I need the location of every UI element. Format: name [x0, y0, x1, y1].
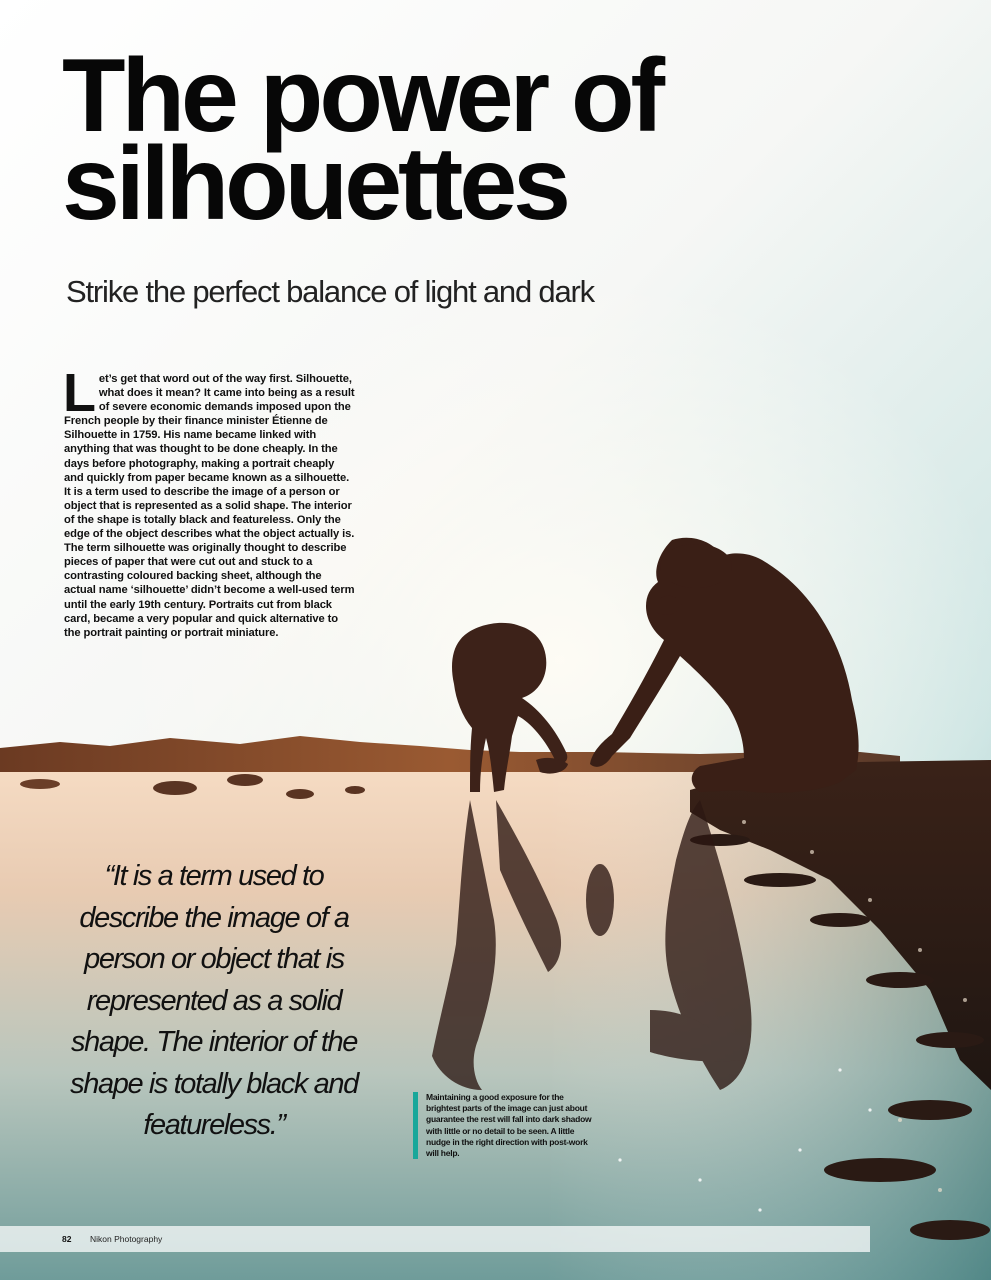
- article-subtitle: Strike the perfect balance of light and dark: [66, 274, 594, 309]
- drop-cap: L: [63, 363, 96, 423]
- article-body-text: et’s get that word out of the way first. Silhouette, what does it mean? It came into being as a result of severe economic demands imposed upon the French people by their finance minister Étienne de Silhouette in 1759. His name became linked with anything that was thought to be done cheaply. In the days before photography, making a portrait cheaply and quickly from paper became known as a silhouette. It is a term used to describe the image of a person or object that is represented as a solid shape. The interior of the shape is totally black and featureless. Only the edge of the object describes what the object actually is. The term silhouette was originally thought to describe pieces of paper that were cut out and stuck to a contrasting coloured backing sheet, although the actual name ‘silhouette’ didn’t become a well-used term until the early 19th century. Portraits cut from black card, became a very popular and quick alternative to the portrait painting or portrait miniature.: [64, 373, 355, 639]
- article-body: [63, 363, 356, 640]
- image-caption: [413, 1092, 596, 1159]
- article-title: The power of silhouettes: [62, 38, 662, 242]
- pull-quote: “It is a term used to describe the image of a person or object that is represented as a solid shape. The interior of the shape is totally black and featureless.”: [70, 860, 358, 1141]
- page-number: 82: [62, 1234, 72, 1244]
- caption-text: Maintaining a good exposure for the brightest parts of the image can just about guarantee the rest will fall into dark shadow with little or no detail to be seen. A little nudge in the right direction with post-work will help.: [426, 1092, 592, 1159]
- magazine-name: Nikon Photography: [90, 1234, 163, 1244]
